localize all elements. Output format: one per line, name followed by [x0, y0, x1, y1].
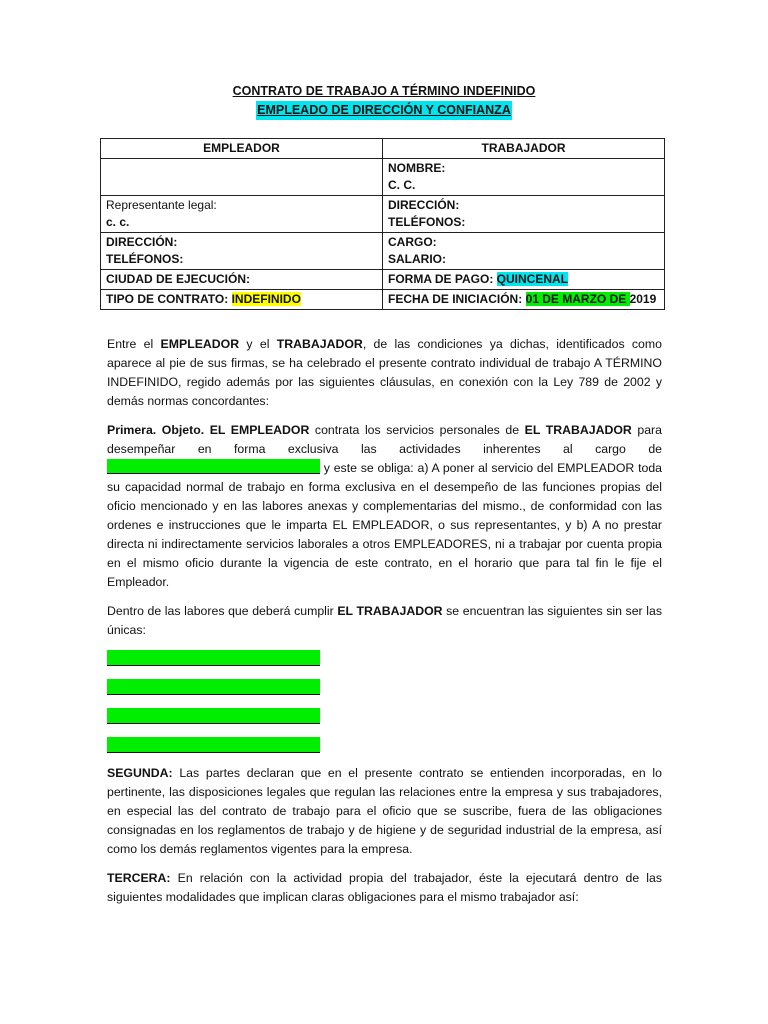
contract-type-value: INDEFINIDO [231, 292, 301, 306]
field-label: TELÉFONOS: [388, 215, 466, 229]
table-cell [383, 233, 665, 270]
field-label: Representante legal: [106, 198, 217, 212]
document-title [0, 82, 768, 120]
table-cell [101, 233, 383, 270]
table-row [101, 196, 665, 233]
field-label: TIPO DE CONTRATO: [106, 292, 232, 306]
field-label: C. C. [388, 178, 416, 192]
contract-body [107, 335, 662, 650]
table-row [101, 159, 665, 196]
field-label: DIRECCIÓN: [106, 235, 178, 249]
field-label: FORMA DE PAGO: [388, 272, 497, 286]
duties-intro: Dentro de las labores que deberá cumplir EL TRABAJADOR se encuentran las siguientes sin ser las únicas: [107, 604, 662, 637]
table-cell [383, 159, 665, 196]
table-cell [383, 196, 665, 233]
table-row [101, 233, 665, 270]
field-label: NOMBRE: [388, 161, 446, 175]
clause-primera: Primera. Objeto. EL EMPLEADOR contrata los servicios personales de EL TRABAJADOR para desempeñar en forma exclusiva las actividades inherentes al cargo de y este se obliga: a) A poner al servicio del EMPLEADOR toda su capacidad normal de trabajo en forma exclusiva en el desempeño de las funciones propias del oficio mencionado y en las labores anexas y complementarias del mismo., de conformidad con las ordenes e instrucciones que le imparta EL EMPLEADOR, o sus representantes, y b) A no prestar directa ni indirectamente servicios laborales a otros EMPLEADORES, ni a trabajar por cuenta propia en el mismo oficio durante la vigencia de este contrato, en el horario que para tal fin le fije el Empleador. [107, 423, 662, 589]
contract-body-continued [107, 764, 662, 917]
payment-form-value: QUINCENAL [496, 272, 569, 286]
intro-paragraph: Entre el EMPLEADOR y el TRABAJADOR, de las condiciones ya dichas, identificados como aparece al pie de sus firmas, se ha celebrado el presente contrato individual de trabajo A TÉRMINO INDEFINIDO, regido además por las siguientes cláusulas, en conexión con la Ley 789 de 2002 y demás normas concordantes: [107, 337, 662, 408]
parties-table [100, 138, 665, 310]
field-label: SALARIO: [388, 252, 446, 266]
table-cell [383, 290, 665, 310]
field-label: c. c. [106, 215, 130, 229]
clause-segunda: SEGUNDA: Las partes declaran que en el presente contrato se entienden incorporadas, en lo pertinente, las disposiciones legales que regulan las relaciones entre la empresa y sus trabajadores, en especial las del contrato de trabajo para el oficio que se suscribe, fuera de las obligaciones consignadas en los reglamentos de trabajo y de higiene y de seguridad industrial de la empresa, así como los demás reglamentos vigentes para la empresa. [107, 766, 662, 856]
duty-blank-2[interactable] [107, 679, 320, 695]
table-cell [101, 290, 383, 310]
duty-blank-3[interactable] [107, 708, 320, 724]
field-label: CARGO: [388, 235, 437, 249]
header-trabajador: TRABAJADOR [383, 139, 665, 159]
start-date-value: 01 DE MARZO DE [525, 292, 630, 306]
start-year-value: 2019 [629, 292, 657, 306]
contract-title: CONTRATO DE TRABAJO A TÉRMINO INDEFINIDO [232, 84, 536, 98]
duty-blank-4[interactable] [107, 737, 320, 753]
duty-blank-1[interactable] [107, 650, 320, 666]
field-label: FECHA DE INICIACIÓN: [388, 292, 526, 306]
clause-tercera: TERCERA: En relación con la actividad propia del trabajador, éste la ejecutará dentro de las siguientes modalidades que implican claras obligaciones para el mismo trabajador así: [107, 871, 662, 904]
table-cell [101, 270, 383, 290]
contract-subtitle: EMPLEADO DE DIRECCIÓN Y CONFIANZA [256, 101, 512, 120]
field-label: TELÉFONOS: [106, 252, 184, 266]
table-cell [383, 270, 665, 290]
table-row [101, 290, 665, 310]
header-empleador: EMPLEADOR [101, 139, 383, 159]
field-label: CIUDAD DE EJECUCIÓN: [106, 272, 251, 286]
table-row [101, 270, 665, 290]
table-cell [101, 196, 383, 233]
job-title-blank[interactable] [107, 459, 320, 474]
field-label: DIRECCIÓN: [388, 198, 460, 212]
table-cell [101, 159, 383, 196]
